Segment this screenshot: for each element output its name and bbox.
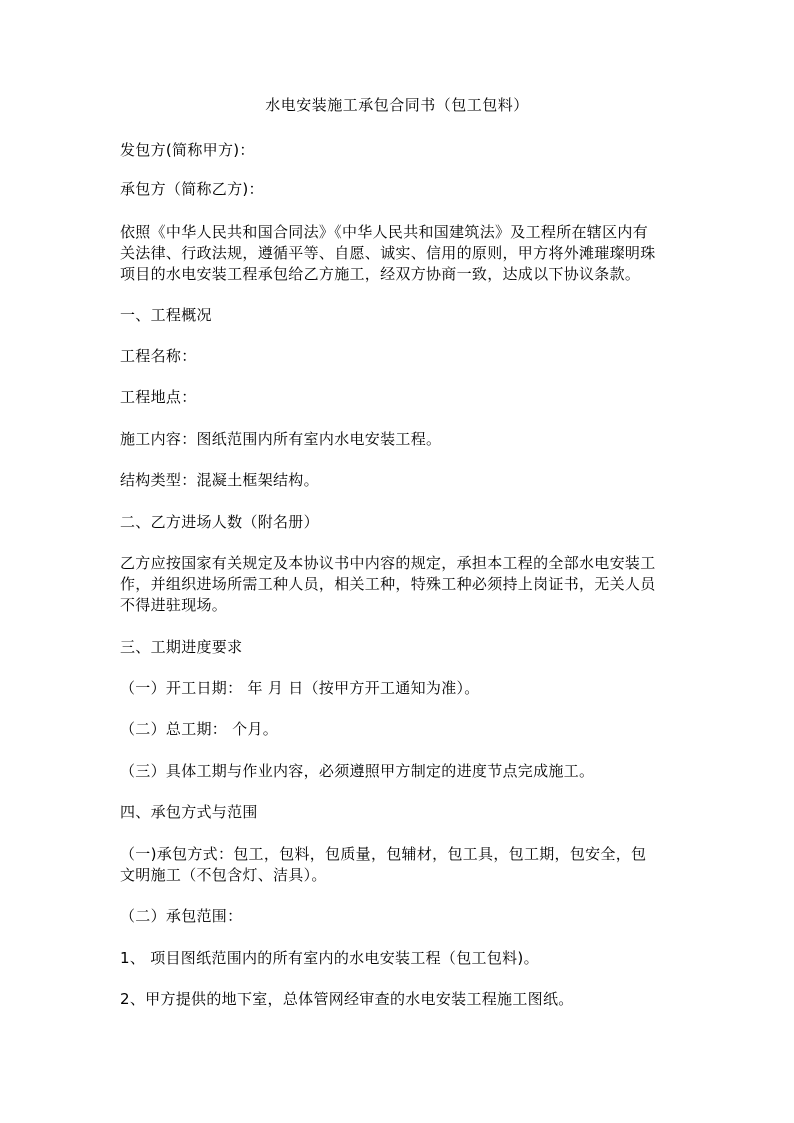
text-line: 三、工期进度要求 [120, 638, 243, 656]
text-line: 文明施工（不包含灯、洁具）。 [120, 866, 327, 884]
text-line: 工程地点： [120, 388, 197, 406]
text-line: 二、乙方进场人数（附名册） [120, 513, 319, 531]
text-line: 一、工程概况 [120, 306, 212, 324]
paragraph-schedule [120, 761, 676, 782]
text-line: 结构类型：混凝土框架结构。 [120, 471, 319, 489]
section-heading-3 [120, 637, 676, 658]
text-line: 发包方(简称甲方)： [120, 141, 255, 159]
text-line: 乙方应按国家有关规定及本协议书中内容的规定，承担本工程的全部水电安装工 [120, 554, 656, 572]
section-heading-4 [120, 802, 676, 823]
text-line: 作，并组织进场所需工种人员，相关工种，特殊工种必须持上岗证书，无关人员 [120, 575, 656, 593]
section-heading-1 [120, 305, 676, 326]
paragraph-project-location [120, 387, 676, 408]
document-title: 水电安装施工承包合同书（包工包料） [265, 96, 529, 114]
text-line: （二）承包范围： [120, 907, 243, 925]
text-line: 工程名称： [120, 347, 197, 365]
paragraph-party-a [120, 140, 676, 161]
text-line: 四、承包方式与范围 [120, 803, 258, 821]
text-line: 承包方（简称乙方)： [120, 180, 264, 198]
section-heading-2 [120, 512, 676, 533]
list-item-1 [120, 948, 676, 969]
text-line: 不得进驻现场。 [120, 596, 228, 614]
text-line: 施工内容：图纸范围内所有室内水电安装工程。 [120, 430, 442, 448]
text-line: 1、 项目图纸范围内的所有室内的水电安装工程（包工包料)。 [120, 949, 539, 967]
paragraph-party-b [120, 179, 676, 200]
paragraph-total-duration [120, 719, 676, 740]
paragraph-start-date [120, 678, 676, 699]
paragraph-contract-mode [120, 844, 676, 886]
paragraph-personnel [120, 553, 676, 616]
text-line: （一）开工日期： 年 月 日（按甲方开工通知为准）。 [120, 679, 480, 697]
list-item-2 [120, 989, 676, 1010]
paragraph-structure-type [120, 470, 676, 491]
text-line: （三）具体工期与作业内容，必须遵照甲方制定的进度节点完成施工。 [120, 762, 595, 780]
paragraph-construction-content [120, 429, 676, 450]
text-line: （一)承包方式：包工，包料，包质量，包辅材，包工具，包工期，包安全，包 [120, 845, 647, 863]
paragraph-preamble [120, 222, 676, 285]
text-line: 项目的水电安装工程承包给乙方施工，经双方协商一致，达成以下协议条款。 [120, 265, 641, 283]
text-line: 关法律、行政法规，遵循平等、自愿、诚实、信用的原则，甲方将外滩璀璨明珠 [120, 244, 656, 262]
text-line: （二）总工期： 个月。 [120, 720, 279, 738]
paragraph-contract-scope [120, 906, 676, 927]
text-line: 依照《中华人民共和国合同法》《中华人民共和国建筑法》及工程所在辖区内有 [120, 223, 649, 241]
paragraph-project-name [120, 346, 676, 367]
text-line: 2、甲方提供的地下室，总体管网经审查的水电安装工程施工图纸。 [120, 990, 574, 1008]
